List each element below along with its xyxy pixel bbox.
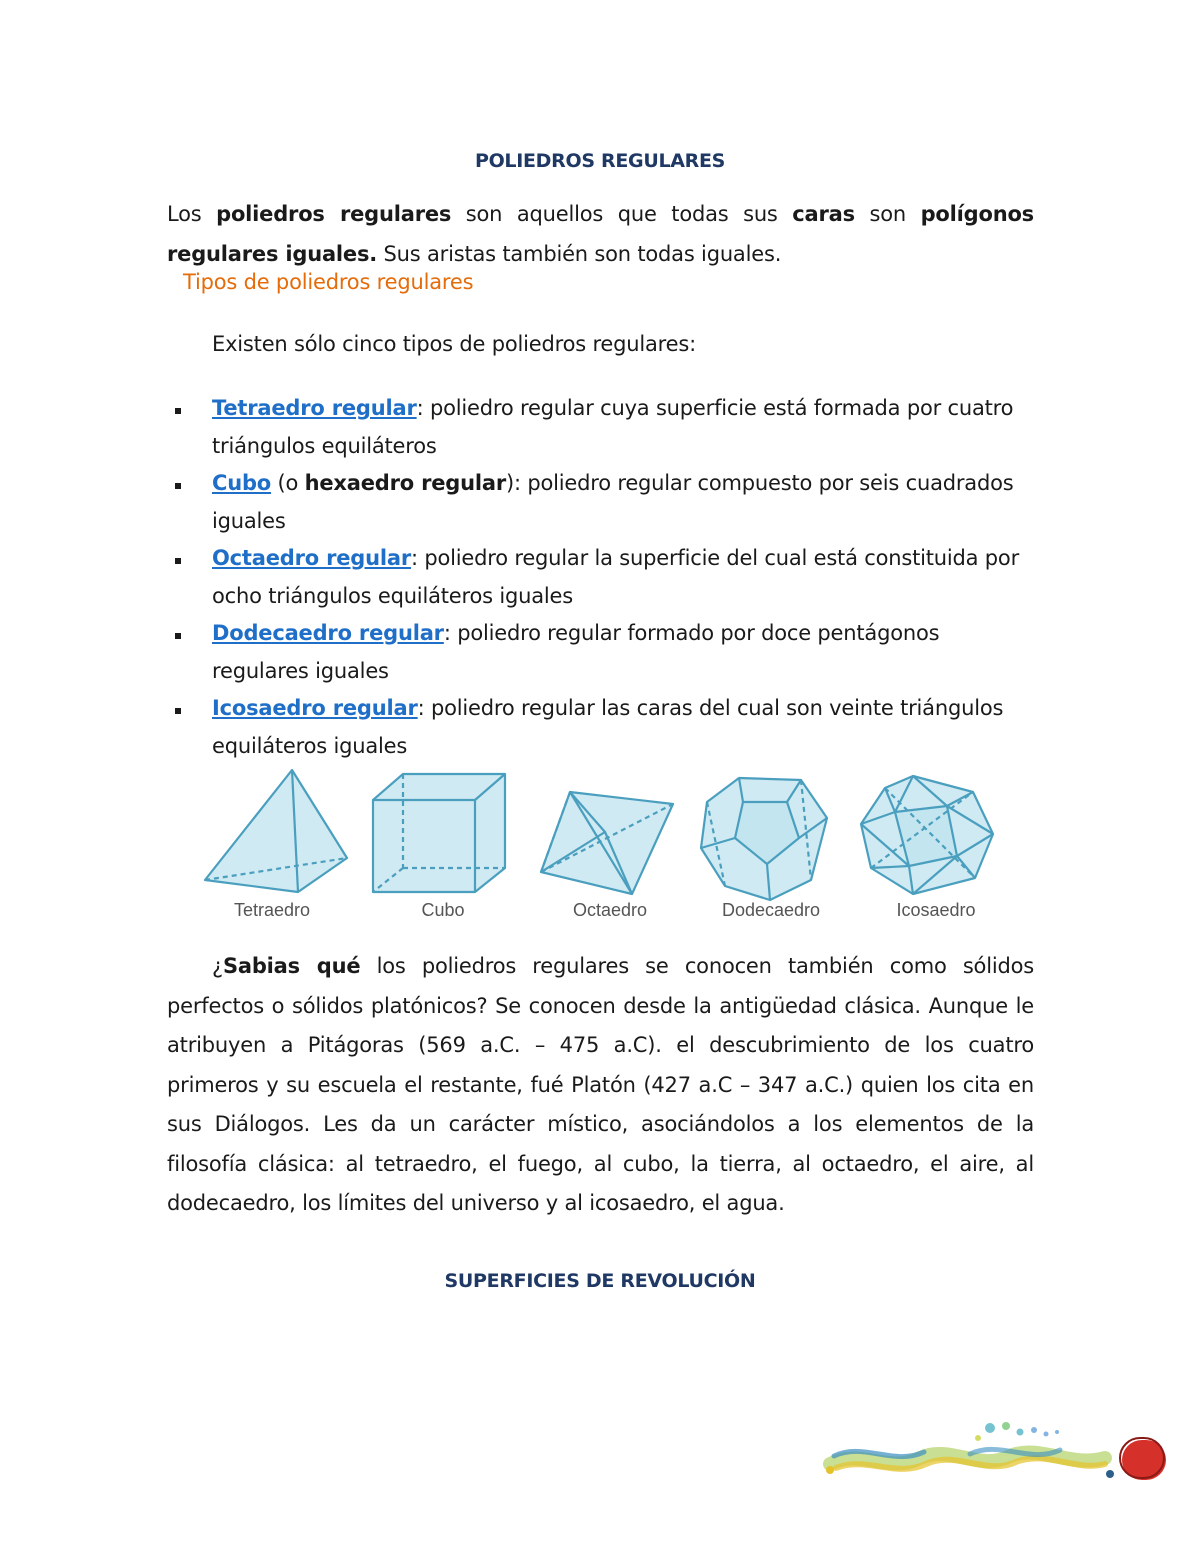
page-title: POLIEDROS REGULARES bbox=[474, 150, 726, 172]
section-subtitle: Tipos de poliedros regulares bbox=[183, 270, 474, 294]
list-item-text: ) bbox=[506, 471, 515, 495]
section-heading: SUPERFICIES DE REVOLUCIÓN bbox=[444, 1270, 756, 1292]
figure-label-dodecaedro: Dodecaedro bbox=[721, 900, 821, 920]
dodecahedron-icon bbox=[701, 778, 827, 900]
figure-label-tetraedro: Tetraedro bbox=[233, 900, 311, 920]
list-item-desc: : poliedro regular compuesto por seis cuadrados iguales bbox=[212, 471, 1014, 533]
list-item-desc: : poliedro regular cuya superficie está formada por cuatro triángulos equiláteros bbox=[212, 396, 1014, 458]
octaedro-link[interactable]: Octaedro regular bbox=[212, 546, 411, 570]
list-item-desc: : poliedro regular la superficie del cual está constituida por ocho triángulos equiláteros iguales bbox=[212, 546, 1020, 608]
tetraedro-link[interactable]: Tetraedro regular bbox=[212, 396, 417, 420]
list-item bbox=[170, 690, 1030, 765]
dodecaedro-link[interactable]: Dodecaedro regular bbox=[212, 621, 444, 645]
list-item bbox=[170, 615, 1030, 690]
list-item-bold: hexaedro regular bbox=[304, 471, 507, 495]
list-item-desc: : poliedro regular formado por doce pentágonos regulares iguales bbox=[212, 621, 940, 683]
list-item-text: (o bbox=[271, 471, 305, 495]
figure-label-cubo: Cubo bbox=[421, 900, 465, 920]
bullet-icon bbox=[175, 708, 181, 714]
bullet-icon bbox=[175, 483, 181, 489]
intro-text: Sus aristas también son todas iguales. bbox=[377, 241, 782, 266]
octahedron-icon bbox=[541, 792, 673, 894]
icosaedro-link[interactable]: Icosaedro regular bbox=[212, 696, 418, 720]
list-item-desc: : poliedro regular las caras del cual son veinte triángulos equiláteros iguales bbox=[212, 696, 1004, 758]
list-item bbox=[170, 540, 1030, 615]
tetrahedron-icon bbox=[205, 770, 347, 892]
fact-bold: Sabias qué bbox=[222, 954, 361, 978]
icosahedron-icon bbox=[861, 776, 993, 894]
intro-text: son bbox=[854, 202, 921, 226]
bullet-icon bbox=[175, 408, 181, 414]
intro-bold: poliedros regulares bbox=[216, 202, 452, 226]
intro-paragraph bbox=[167, 195, 1034, 274]
intro-bold: caras bbox=[792, 202, 855, 226]
fact-text: los poliedros regulares se conocen también como sólidos perfectos o sólidos platónicos? Se conocen desde la antigüedad clásica. Aunque le atribuyen a Pitágoras (569 a.C. – 475 a.C). el descubrimiento de los cuatro primeros y su escuela el restante, fué Platón (427 a.C – 347 a.C.) quien los cita en sus Diálogos. Les da un carácter místico, asociándolos a los elementos de la filosofía clásica: al tetraedro, el fuego, al cubo, la tierra, al octaedro, el aire, al dodecaedro, los límites del universo y al icosaedro, el agua. bbox=[167, 954, 1034, 1215]
matemagia-logo-icon bbox=[820, 1418, 1170, 1490]
intro-bold: polígonos regulares iguales. bbox=[167, 202, 1034, 266]
types-intro: Existen sólo cinco tipos de poliedros regulares: bbox=[212, 332, 696, 356]
list-item bbox=[170, 390, 1030, 465]
polyhedra-figure bbox=[195, 762, 1015, 927]
list-item bbox=[170, 465, 1030, 540]
figure-label-icosaedro: Icosaedro bbox=[896, 900, 976, 920]
polyhedra-illustration bbox=[195, 762, 1015, 902]
cubo-link[interactable]: Cubo bbox=[212, 471, 272, 495]
fact-paragraph bbox=[167, 947, 1034, 1224]
cube-icon bbox=[373, 774, 505, 892]
intro-text: son aquellos que todas sus bbox=[451, 202, 793, 226]
polyhedra-list bbox=[170, 390, 1030, 765]
bullet-icon bbox=[175, 558, 181, 564]
intro-text: Los bbox=[167, 202, 217, 226]
fact-text: ¿ bbox=[212, 954, 223, 978]
bullet-icon bbox=[175, 633, 181, 639]
figure-label-octaedro: Octaedro bbox=[572, 900, 648, 920]
logo bbox=[820, 1418, 1170, 1490]
